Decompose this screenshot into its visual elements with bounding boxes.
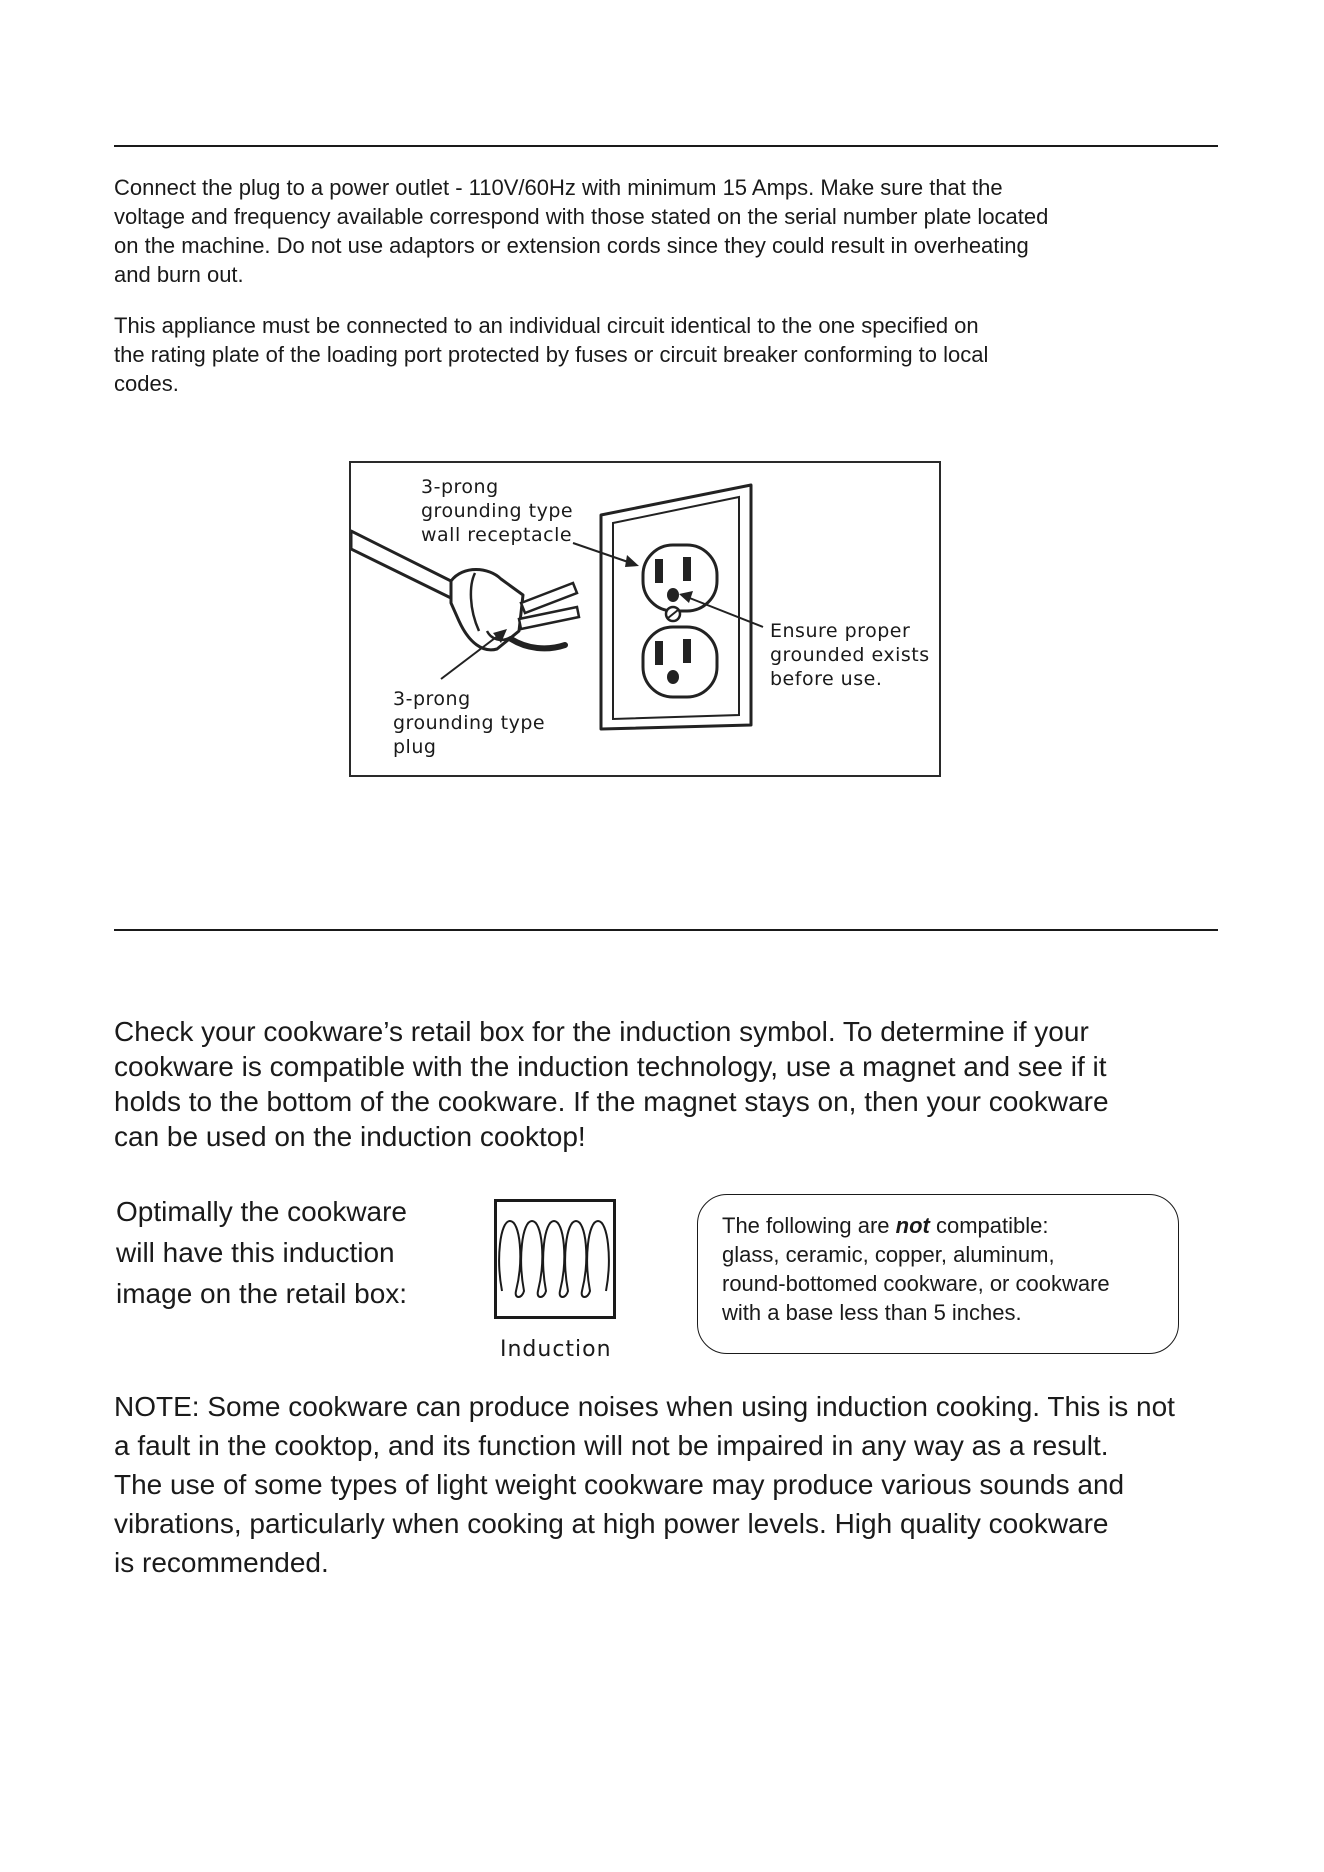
not-compatible-box: The following are not compatible: glass, ceramic, copper, aluminum, round-bottomed cookware, or cookware with a base less than 5 inches.: [697, 1194, 1179, 1354]
plug-label: 3-prong grounding type plug: [393, 688, 546, 758]
induction-coil-icon: [494, 1199, 616, 1319]
grounding-diagram: [349, 461, 941, 777]
circuit-paragraph: This appliance must be connected to an individual circuit identical to the one specified on the rating plate of the loading port protected by fuses or circuit breaker conforming to local codes.: [114, 313, 989, 396]
section-divider-top: [114, 145, 1218, 147]
ground-label: Ensure proper grounded exists before use.: [770, 620, 930, 690]
induction-caption: Induction: [500, 1337, 612, 1362]
receptacle-label: 3-prong grounding type wall receptacle: [421, 476, 574, 546]
section-divider-middle: [114, 929, 1218, 931]
note-paragraph: NOTE: Some cookware can produce noises when using induction cooking. This is not a fault in the cooktop, and its function will not be impaired in any way as a result. The use of some types of light weight cookware may produce various sounds and vibrations, particularly when cooking at high power levels. High quality cookware is recommended.: [114, 1391, 1175, 1578]
cookware-check-paragraph: Check your cookware’s retail box for the induction symbol. To determine if your cookware is compatible with the induction technology, use a magnet and see if it holds to the bottom of the cookware. If the magnet stays on, then your cookware can be used on the induction cooktop!: [114, 1016, 1109, 1152]
optimal-cookware-text: Optimally the cookware will have this induction image on the retail box:: [116, 1196, 408, 1309]
power-outlet-paragraph: Connect the plug to a power outlet - 110V/60Hz with minimum 15 Amps. Make sure that the voltage and frequency available correspond with those stated on the serial number plate located on the machine. Do not use adaptors or extension cords since they could result in overheating and burn out.: [114, 175, 1049, 287]
not-compatible-heading: The following are not compatible:: [722, 1213, 1049, 1238]
